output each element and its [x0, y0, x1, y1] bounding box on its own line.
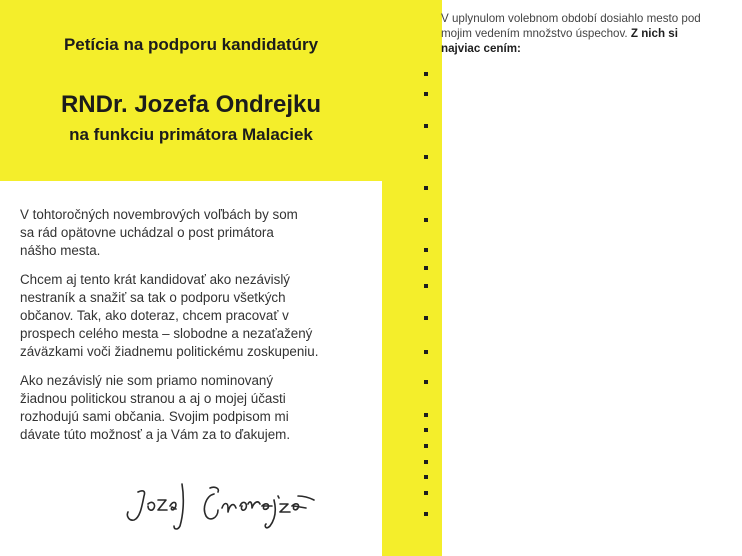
dotted-list-markers	[424, 0, 432, 556]
candidate-name: RNDr. Jozefa Ondrejku	[60, 91, 322, 118]
bullet-marker	[424, 248, 428, 252]
bullet-marker	[424, 284, 428, 288]
bullet-marker	[424, 266, 428, 270]
bullet-marker	[424, 460, 428, 464]
candidate-role: na funkciu primátora Malaciek	[69, 125, 313, 144]
yellow-side-strip	[382, 0, 442, 556]
body-text	[20, 206, 350, 455]
achievements-intro	[441, 11, 711, 56]
bullet-marker	[424, 72, 428, 76]
paragraph-intro: V tohtoročných novembrových voľbách by som sa rád opätovne uchádzal o post primátora nášho mesta.	[20, 207, 298, 258]
bullet-marker	[424, 512, 428, 516]
bullet-marker	[424, 124, 428, 128]
bullet-marker	[424, 428, 428, 432]
bullet-marker	[424, 186, 428, 190]
achievements-intro-text: V uplynulom volebnom období dosiahlo mesto pod mojim vedením množstvo úspechov.	[441, 12, 701, 40]
bullet-marker	[424, 380, 428, 384]
bullet-marker	[424, 316, 428, 320]
petition-title: Petícia na podporu kandidatúry	[63, 35, 319, 54]
paragraph-nomination: Ako nezávislý nie som priamo nominovaný žiadnou politickou stranou a aj o mojej účasti rozhodujú sami občania. Svojim podpisom mi dávate túto možnosť a ja Vám za to ďakujem.	[20, 373, 291, 442]
bullet-marker	[424, 155, 428, 159]
handwritten-signature	[118, 474, 333, 536]
bullet-marker	[424, 218, 428, 222]
bullet-marker	[424, 350, 428, 354]
bullet-marker	[424, 444, 428, 448]
achievements-emphasis: Z nich si najviac cením:	[441, 27, 678, 55]
bullet-marker	[424, 92, 428, 96]
bullet-marker	[424, 413, 428, 417]
paragraph-independent: Chcem aj tento krát kandidovať ako nezávislý nestraník a snažiť sa tak o podporu všetkých občanov. Tak, ako doteraz, chcem pracovať v prospech celého mesta – slobodne a nezaťažený záväzkami voči žiadnemu politickému zoskupeniu.	[20, 272, 319, 359]
bullet-marker	[424, 491, 428, 495]
bullet-marker	[424, 475, 428, 479]
